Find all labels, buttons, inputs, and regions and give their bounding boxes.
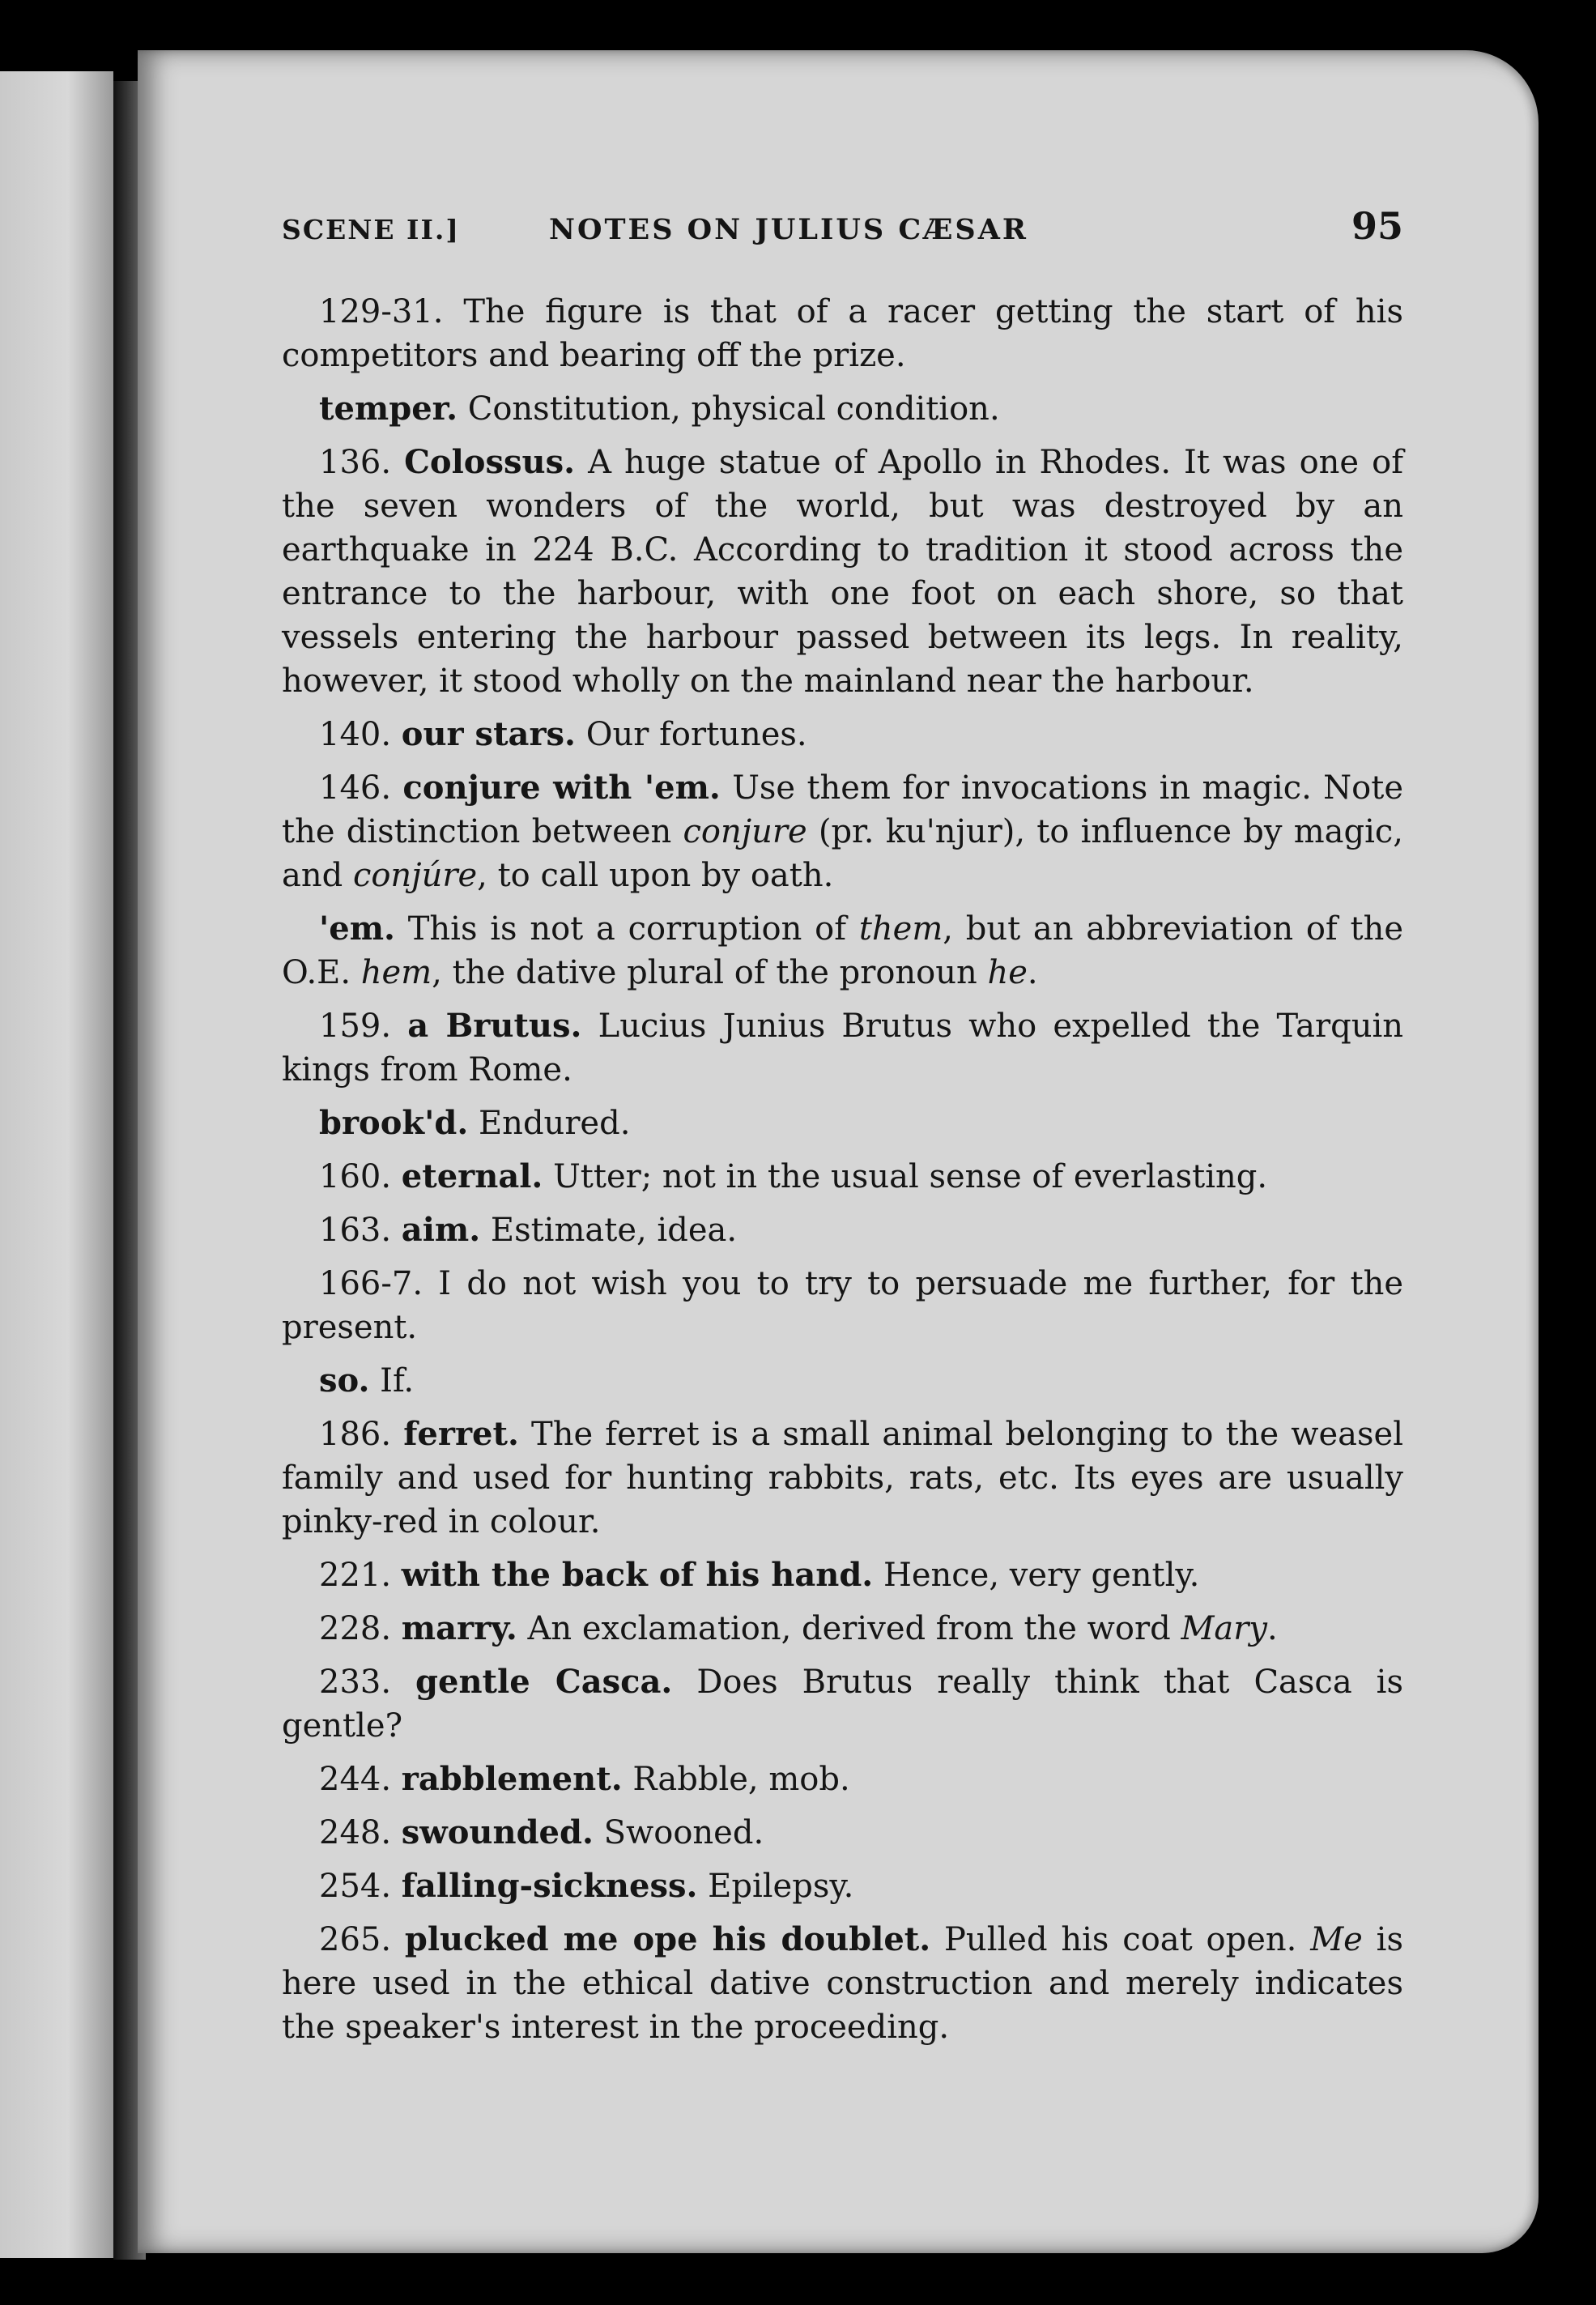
note-ref: 136.: [319, 444, 392, 481]
note-129-31: [282, 290, 1403, 377]
note-text: The figure is that of a racer getting the start of his competitors and bearing off the prize.: [282, 293, 1404, 374]
note-term: swounded.: [401, 1813, 594, 1851]
note-ref: 166-7.: [319, 1265, 423, 1302]
note-ref: 140.: [319, 716, 392, 753]
note-254: [282, 1864, 1403, 1908]
note-228: [282, 1607, 1403, 1651]
scene-label: SCENE II.]: [282, 214, 461, 245]
note-term: so.: [319, 1361, 370, 1400]
note-ref: 186.: [319, 1416, 392, 1453]
note-text-part: An exclamation, derived from the word: [527, 1610, 1181, 1647]
note-text-part: This is not a corruption of: [407, 910, 859, 948]
note-text-part: is here used in the ethical dative construction and merely indicates the speaker's interest in the proceeding.: [282, 1921, 1403, 2046]
note-brookd: [282, 1101, 1403, 1145]
note-term: our stars.: [401, 715, 576, 753]
note-ref: 233.: [319, 1664, 392, 1701]
note-ref: 265.: [319, 1921, 392, 1958]
note-text: Constitution, physical condition.: [467, 390, 1000, 428]
note-text-part: , the dative plural of the pronoun: [432, 954, 988, 991]
note-166-7: [282, 1262, 1403, 1349]
note-text-part: .: [1266, 1610, 1278, 1647]
note-text: Swooned.: [603, 1814, 764, 1851]
note-temper: [282, 387, 1403, 431]
note-term: conjure with 'em.: [402, 769, 721, 807]
note-term: 'em.: [319, 910, 395, 948]
note-text-part: .: [1027, 954, 1038, 991]
note-ref: 254.: [319, 1868, 392, 1905]
book-page: [138, 50, 1539, 2253]
note-163: [282, 1208, 1403, 1252]
running-header: [282, 204, 1403, 269]
note-em: [282, 907, 1403, 995]
note-ref: 163.: [319, 1212, 392, 1249]
note-146: [282, 766, 1403, 897]
note-text: Estimate, idea.: [490, 1212, 738, 1249]
note-265: [282, 1918, 1403, 2049]
note-text: Rabble, mob.: [632, 1761, 850, 1798]
running-title: NOTES ON JULIUS CÆSAR: [549, 213, 1028, 246]
note-term: rabblement.: [401, 1760, 623, 1798]
note-text: A huge statue of Apollo in Rhodes. It was one of the seven wonders of the world, but was destroyed by an earthquake in 224 B.C. According to tradition it stood across the entrance to the harbour, with one foot on each shore, so that vessels entering the harbour passed between its legs. In reality, however, it stood wholly on the mainland near the harbour.: [282, 444, 1404, 700]
note-text: If.: [380, 1362, 415, 1400]
note-136: [282, 441, 1403, 703]
note-so: [282, 1359, 1403, 1403]
note-term: temper.: [319, 390, 458, 428]
note-186: [282, 1412, 1403, 1544]
note-term: marry.: [401, 1609, 517, 1647]
note-ref: 221.: [319, 1557, 392, 1594]
note-term: falling-sickness.: [401, 1867, 698, 1905]
note-159: [282, 1004, 1403, 1092]
note-italic-word: Me: [1310, 1921, 1363, 1958]
note-term: gentle Casca.: [415, 1663, 673, 1701]
note-text: Endured.: [478, 1105, 631, 1142]
note-text-part: Pulled his coat open.: [944, 1921, 1311, 1958]
note-text: Does Brutus really think that Casca is gentle?: [282, 1664, 1403, 1745]
note-italic-word: conjure: [683, 813, 807, 850]
note-text: Utter; not in the usual sense of everlasting.: [553, 1158, 1268, 1195]
note-140: [282, 713, 1403, 756]
note-233: [282, 1660, 1403, 1748]
note-ref: 129-31.: [319, 293, 444, 330]
note-term: with the back of his hand.: [401, 1556, 874, 1594]
note-text: I do not wish you to try to persuade me further, for the present.: [282, 1265, 1404, 1346]
note-term: Colossus.: [404, 443, 576, 481]
note-ref: 228.: [319, 1610, 392, 1647]
note-221: [282, 1553, 1403, 1597]
note-248: [282, 1811, 1403, 1855]
note-160: [282, 1155, 1403, 1199]
note-text-part: (pr. ku'njur), to influence by magic, and: [282, 813, 1403, 894]
note-ref: 160.: [319, 1158, 392, 1195]
note-text: Hence, very gently.: [883, 1557, 1200, 1594]
note-text: Lucius Junius Brutus who expelled the Tarquin kings from Rome.: [282, 1008, 1404, 1089]
note-ref: 248.: [319, 1814, 392, 1851]
note-term: eternal.: [401, 1157, 543, 1195]
note-term: ferret.: [403, 1415, 519, 1453]
facing-page-edge: [0, 71, 113, 2258]
note-text-part: , but an abbreviation of the O.E.: [282, 910, 1403, 991]
note-italic-word: Mary: [1181, 1610, 1267, 1647]
note-ref: 159.: [319, 1008, 392, 1045]
note-italic-word: hem: [360, 954, 432, 991]
note-text: Epilepsy.: [708, 1868, 854, 1905]
note-term: a Brutus.: [407, 1007, 582, 1045]
note-text-part: Use them for invocations in magic. Note the distinction between: [282, 769, 1403, 850]
note-244: [282, 1758, 1403, 1801]
page-number: 95: [1351, 204, 1403, 248]
note-italic-word: he: [987, 954, 1028, 991]
note-italic-word: conjúre: [352, 857, 478, 894]
note-italic-word: them: [858, 910, 943, 948]
note-term: plucked me ope his doublet.: [404, 1920, 931, 1958]
page-content: [282, 204, 1403, 2059]
note-term: brook'd.: [319, 1104, 469, 1142]
note-text-part: , to call upon by oath.: [477, 857, 834, 894]
note-text: The ferret is a small animal belonging to the weasel family and used for hunting rabbits, rats, etc. Its eyes are usually pinky-red in colour.: [282, 1416, 1404, 1540]
note-ref: 244.: [319, 1761, 392, 1798]
note-term: aim.: [401, 1211, 481, 1249]
note-text: Our fortunes.: [585, 716, 807, 753]
note-ref: 146.: [319, 769, 392, 807]
